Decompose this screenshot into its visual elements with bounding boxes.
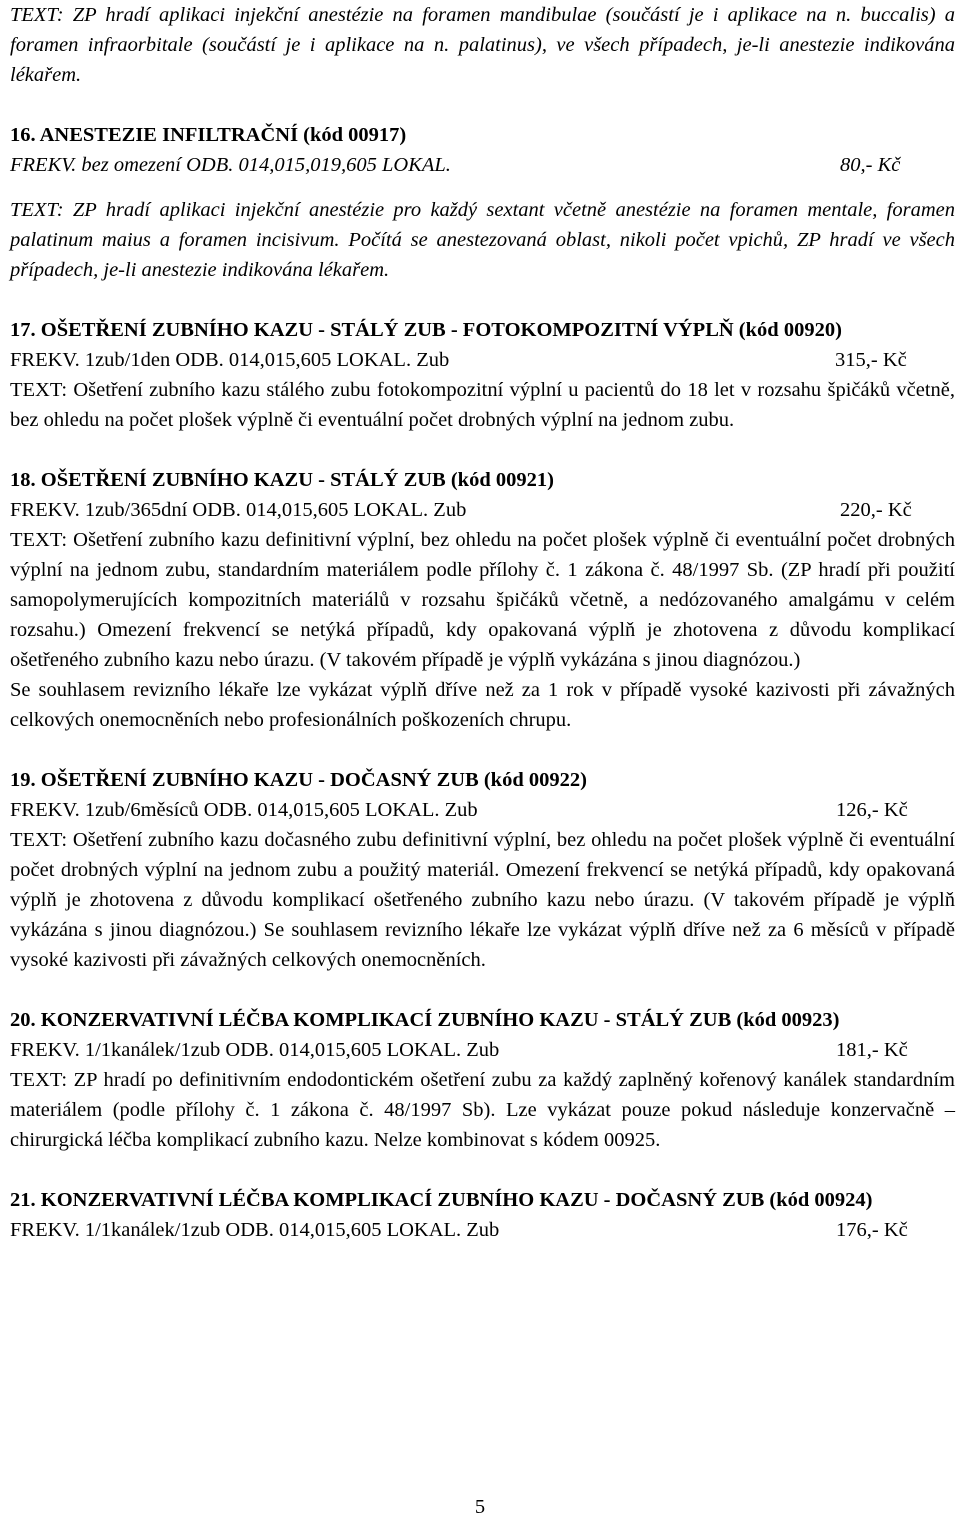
- section-20-text: TEXT: ZP hradí po definitivním endodontickém ošetření zubu za každý zaplněný kořenový kanálek standardním materiálem (podle přílohy č. 1 zákona č. 48/1997 Sb). Lze vykázat pouze pokud následuje konzervačně – chirurgická léčba komplikací zubního kazu. Nelze kombinovat s kódem 00925.: [10, 1069, 955, 1151]
- section-16-freq-text: FREKV. bez omezení ODB. 014,015,019,605 LOKAL.: [10, 154, 451, 176]
- section-17-heading: 17. OŠETŘENÍ ZUBNÍHO KAZU - STÁLÝ ZUB - FOTOKOMPOZITNÍ VÝPLŇ (kód 00920): [10, 319, 842, 341]
- section-17-price: 315,- Kč: [835, 349, 907, 371]
- section-18-text-2: Se souhlasem revizního lékaře lze vykázat výplň dříve než za 1 rok v případě vysoké kazivosti při závažných celkových onemocněních nebo profesionálních poškozeních chrupu.: [10, 679, 955, 731]
- section-21-heading: 21. KONZERVATIVNÍ LÉČBA KOMPLIKACÍ ZUBNÍHO KAZU - DOČASNÝ ZUB (kód 00924): [10, 1189, 873, 1211]
- section-17-text: TEXT: Ošetření zubního kazu stálého zubu fotokompozitní výplní u pacientů do 18 let v rozsahu špičáků včetně, bez ohledu na počet plošek výplně či eventuální počet drobných výplní na jednom zubu.: [10, 379, 955, 431]
- intro-text: TEXT: ZP hradí aplikaci injekční anestézie na foramen mandibulae (součástí je i aplikace na n. buccalis) a foramen infraorbitale (součástí je i aplikace na n. palatinus), ve všech případech, je-li anestezie indikována lékařem.: [10, 4, 955, 86]
- page-number: 5: [474, 1496, 486, 1518]
- section-18-freq-text: FREKV. 1zub/365dní ODB. 014,015,605 LOKAL. Zub: [10, 499, 467, 521]
- section-21-price: 176,- Kč: [836, 1219, 908, 1241]
- section-19-text: TEXT: Ošetření zubního kazu dočasného zubu definitivní výplní, bez ohledu na počet plošek výplně či eventuální počet drobných výplní na jednom zubu a použitý materiál. Omezení frekvencí se netýká případů, kdy opakovaná výplň je zhotovena z důvodu komplikací ošetřeného zubního kazu nebo úrazu. (V takovém případě je výplň vykázána s jinou diagnózou.) Se souhlasem revizního lékaře lze vykázat výplň dříve než za 6 měsíců v případě vysoké kazivosti při závažných celkových onemocněních.: [10, 829, 955, 971]
- section-16-text-part2: Počítá se anestezovaná oblast, nikoli počet vpichů, ZP hradí ve všech případech, je-li anestezie indikována lékařem.: [10, 229, 956, 281]
- section-18-frequency: [10, 495, 955, 525]
- section-16-text-part1: TEXT: ZP hradí aplikaci injekční anestézie pro každý sextant včetně anestézie na foramen mentale, foramen palatinum maius a foramen incisivum.: [10, 199, 955, 251]
- section-16-heading: 16. ANESTEZIE INFILTRAČNÍ (kód 00917): [10, 124, 407, 146]
- section-16-frequency: [10, 150, 955, 180]
- section-19-freq-text: FREKV. 1zub/6měsíců ODB. 014,015,605 LOKAL. Zub: [10, 799, 478, 821]
- section-18-price: 220,- Kč: [840, 499, 912, 521]
- section-17-frequency: [10, 345, 955, 375]
- section-20-price: 181,- Kč: [836, 1039, 908, 1061]
- section-19-price: 126,- Kč: [836, 799, 908, 821]
- document-page: [10, 0, 955, 1245]
- section-16-text: [10, 195, 955, 285]
- section-19-frequency: [10, 795, 955, 825]
- section-18-heading: 18. OŠETŘENÍ ZUBNÍHO KAZU - STÁLÝ ZUB (kód 00921): [10, 469, 554, 491]
- section-20-heading: 20. KONZERVATIVNÍ LÉČBA KOMPLIKACÍ ZUBNÍHO KAZU - STÁLÝ ZUB (kód 00923): [10, 1009, 840, 1031]
- section-20-freq-text: FREKV. 1/1kanálek/1zub ODB. 014,015,605 LOKAL. Zub: [10, 1039, 500, 1061]
- section-17-freq-text: FREKV. 1zub/1den ODB. 014,015,605 LOKAL. Zub: [10, 349, 450, 371]
- section-16-price: 80,- Kč: [840, 154, 901, 176]
- section-19-heading: 19. OŠETŘENÍ ZUBNÍHO KAZU - DOČASNÝ ZUB (kód 00922): [10, 769, 587, 791]
- section-21-freq-text: FREKV. 1/1kanálek/1zub ODB. 014,015,605 LOKAL. Zub: [10, 1219, 500, 1241]
- section-21-frequency: [10, 1215, 955, 1245]
- section-18-text: TEXT: Ošetření zubního kazu definitivní výplní, bez ohledu na počet plošek výplně či eventuální počet drobných výplní na jednom zubu, standardním materiálem podle přílohy č. 1 zákona č. 48/1997 Sb. (ZP hradí při použití samopolymerujících kompozitních materiálů v rozsahu špičáků včetně, a nedózovaného amalgámu v celém rozsahu.) Omezení frekvencí se netýká případů, kdy opakovaná výplň je zhotovena z důvodu komplikací ošetřeného zubního kazu nebo úrazu. (V takovém případě je výplň vykázána s jinou diagnózou.): [10, 529, 955, 671]
- section-20-frequency: [10, 1035, 955, 1065]
